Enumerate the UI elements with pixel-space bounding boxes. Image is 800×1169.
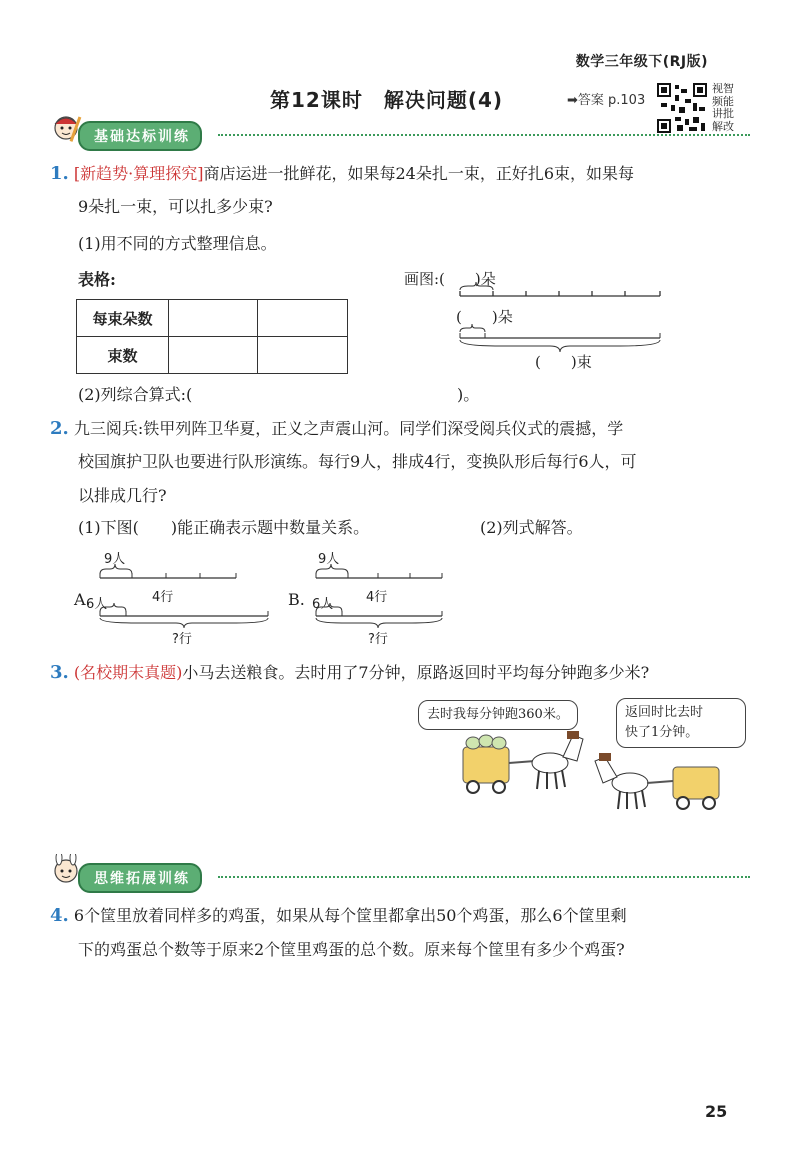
table-input-cell[interactable] — [169, 337, 258, 374]
section-basic-banner — [48, 120, 750, 148]
question-number: 3. — [50, 662, 69, 683]
speech-bubble-horse: 去时我每分钟跑360米。 — [418, 700, 578, 730]
section-divider — [218, 134, 750, 136]
question-text: 小马去送粮食。去时用了7分钟，原路返回时平均每分钟跑多少米? — [182, 663, 650, 682]
label-6-people: 6人 — [312, 597, 334, 612]
option-b-label[interactable]: B. — [288, 590, 305, 609]
table-header-cell: 每束朵数 — [77, 300, 169, 337]
book-label: 数学三年级下(RJ版) — [575, 54, 708, 70]
draw-label-2: ( )朵 — [456, 308, 513, 326]
label-4-rows: 4行 — [152, 590, 174, 605]
label-unknown-rows: ?行 — [368, 632, 388, 647]
question-2 — [50, 413, 770, 444]
table-header-cell: 束数 — [77, 337, 169, 374]
table-input-cell[interactable] — [169, 300, 258, 337]
subquestion-2-end: )。 — [457, 385, 480, 404]
question-number: 2. — [50, 418, 69, 439]
question-4 — [50, 900, 770, 931]
qr-caption: 视智 频能 讲批 解改 — [712, 82, 734, 133]
option-b-diagram — [312, 560, 452, 630]
table-input-cell[interactable] — [258, 300, 348, 337]
question-text: 商店运进一批鲜花，如果每24朵扎一束，正好扎6束，如果每 — [203, 164, 635, 183]
question-1 — [50, 158, 770, 189]
question-number: 1. — [50, 163, 69, 184]
question-text-line: 下的鸡蛋总个数等于原来2个筐里鸡蛋的总个数。原来每个筐里有多少个鸡蛋? — [78, 940, 625, 959]
info-table — [76, 299, 348, 374]
table-row — [77, 300, 348, 337]
question-3 — [50, 657, 770, 688]
section-divider — [218, 876, 750, 878]
option-a-label[interactable]: A. — [74, 590, 91, 609]
table-label: 表格: — [78, 270, 116, 289]
answer-reference: ➡答案 p.103 — [567, 93, 646, 108]
label-9-people: 9人 — [104, 552, 126, 567]
question-text-line: 9朵扎一束，可以扎多少束? — [78, 197, 273, 216]
question-tag: (名校期末真题) — [73, 663, 183, 682]
label-unknown-rows: ?行 — [172, 632, 192, 647]
question-number: 4. — [50, 905, 69, 926]
segment-diagram — [440, 280, 670, 360]
subquestion-1: (1)用不同的方式整理信息。 — [78, 234, 277, 253]
draw-label: 画图:( )朵 — [404, 270, 496, 288]
section-extend-label: 思维拓展训练 — [78, 863, 202, 893]
table-input-cell[interactable] — [258, 337, 348, 374]
page-title: 第12课时 解决问题(4) — [270, 88, 504, 112]
subquestion-2: (2)列式解答。 — [480, 518, 583, 537]
subquestion-2: (2)列综合算式:( — [78, 385, 193, 404]
section-extend-banner — [48, 862, 750, 890]
page-number: 25 — [705, 1102, 728, 1121]
question-text-line: 校国旗护卫队也要进行队形演练。每行9人，排成4行，变换队形后每行6人，可 — [78, 452, 637, 471]
label-6-people: 6人 — [86, 597, 108, 612]
table-row — [77, 337, 348, 374]
question-text: 九三阅兵:铁甲列阵卫华夏，正义之声震山河。同学们深受阅兵仪式的震撼，学 — [73, 419, 624, 438]
section-basic-label: 基础达标训练 — [78, 121, 202, 151]
subquestion-1: (1)下图( )能正确表示题中数量关系。 — [78, 518, 370, 537]
label-9-people: 9人 — [318, 552, 340, 567]
option-a-diagram — [96, 560, 276, 630]
horse-cart-illustration — [455, 725, 745, 815]
label-4-rows: 4行 — [366, 590, 388, 605]
draw-label-3: ( )束 — [535, 353, 592, 371]
speech-bubble-horse-2: 返回时比去时 快了1分钟。 — [616, 698, 746, 748]
question-text: 6个筐里放着同样多的鸡蛋，如果从每个筐里都拿出50个鸡蛋，那么6个筐里剩 — [73, 906, 627, 925]
question-tag: [新趋势·算理探究] — [73, 164, 204, 183]
question-text-line: 以排成几行? — [78, 486, 167, 505]
